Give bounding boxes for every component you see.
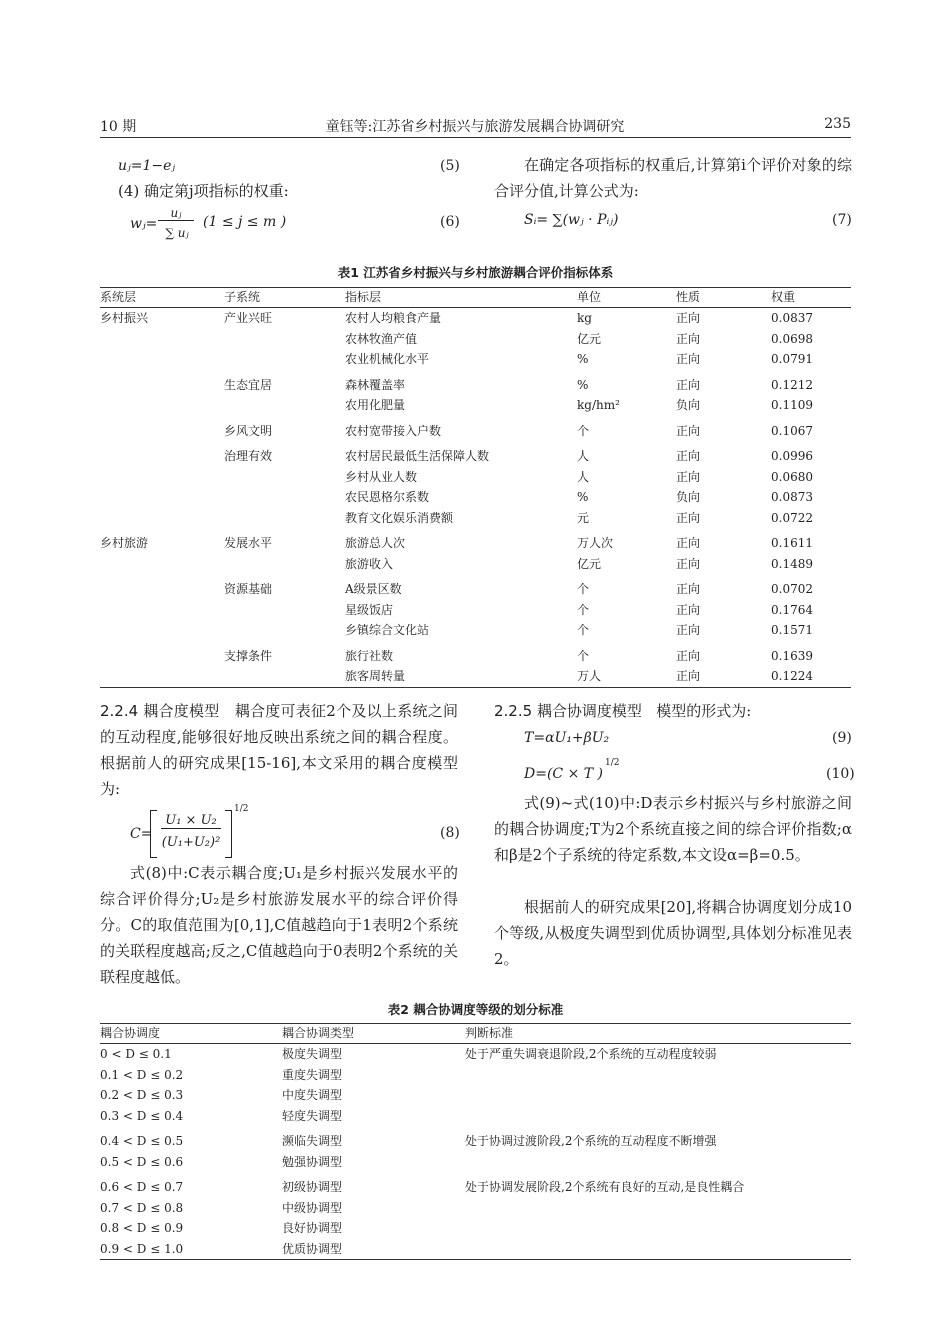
table-row (100, 1198, 851, 1219)
equation-5: uⱼ=1−eⱼ (118, 158, 176, 174)
table-cell: 亿元 (577, 556, 602, 571)
equation-8-lhs: C= (130, 826, 153, 842)
table-cell: 支撑条件 (224, 648, 273, 663)
table-cell: 元 (577, 510, 590, 525)
table-row (100, 641, 851, 667)
table-cell: 正向 (676, 377, 701, 392)
table-cell: 乡村从业人数 (345, 469, 418, 484)
table-cell: 万人 (577, 669, 602, 683)
equation-8-number: (8) (440, 825, 460, 841)
table-row (100, 1218, 851, 1239)
section-2-2-4-heading: 2.2.4 耦合度模型 (100, 702, 220, 720)
equation-6-number: (6) (440, 214, 460, 230)
table-cell (100, 574, 224, 600)
table-cell: 0.0873 (771, 490, 813, 504)
table-cell: 濒临失调型 (282, 1134, 343, 1148)
table-2-body (100, 1044, 851, 1260)
table-row (100, 395, 851, 416)
table-cell: 0.1639 (771, 648, 813, 663)
table-cell: 0.6 < D ≤ 0.7 (100, 1180, 184, 1194)
table-cell: 农业机械化水平 (345, 352, 430, 366)
table-2-header-row (100, 1024, 851, 1044)
table-cell: 正向 (676, 352, 701, 366)
table-1-body (100, 308, 851, 688)
equation-10: D=(C × T ) (524, 766, 604, 782)
table-cell: 0.9 < D ≤ 1.0 (100, 1241, 184, 1256)
table-row (100, 416, 851, 442)
table-cell: % (577, 377, 589, 392)
section-2-2-4-text: 耦合度可表征2个及以上系统之间的互动程度,能够很好地反映出系统之间的耦合程度。根据前人的研究成果[15-16],本文采用的耦合度模型为: (100, 702, 459, 798)
table-cell: 个 (577, 623, 590, 637)
table-cell (224, 467, 345, 488)
table-cell (465, 1106, 851, 1127)
table-row (100, 1239, 851, 1260)
equation-8-numerator: U₁ × U₂ (161, 813, 221, 829)
table-cell (224, 329, 345, 350)
table-cell: 0.0996 (771, 449, 813, 463)
table-cell: 教育文化娱乐消费额 (345, 510, 454, 525)
table-cell: 个 (577, 423, 590, 438)
table-cell: 正向 (676, 510, 701, 525)
grade-standard-table (100, 1023, 851, 1260)
table-row (100, 1085, 851, 1106)
table-cell: 0.1 < D ≤ 0.2 (100, 1067, 184, 1082)
table-row (100, 1126, 851, 1152)
equation-8-denominator: (U₁+U₂)² (161, 835, 221, 850)
table-cell (224, 395, 345, 416)
table-row (100, 467, 851, 488)
table-cell: 处于协调过渡阶段,2个系统的互动程度不断增强 (465, 1134, 717, 1148)
table-cell: 0.0702 (771, 582, 813, 596)
table-cell (100, 487, 224, 508)
table-cell: 0.0698 (771, 331, 813, 346)
running-title: 童钰等:江苏省乡村振兴与旅游发展耦合协调研究 (325, 119, 625, 135)
table-cell: 0.1571 (771, 623, 813, 637)
table-2-caption: 表2 耦合协调度等级的划分标准 (387, 1002, 564, 1017)
table-cell (465, 1152, 851, 1173)
column-header: 指标层 (345, 288, 577, 308)
table-row (100, 620, 851, 641)
equation-6-numerator: uⱼ (158, 206, 194, 221)
table-cell: 森林覆盖率 (345, 377, 406, 392)
table-cell: 负向 (676, 490, 701, 504)
table-cell (224, 487, 345, 508)
table-cell: 旅游总人次 (345, 536, 406, 550)
table-cell: 正向 (676, 556, 701, 571)
table-cell: 轻度失调型 (282, 1108, 343, 1123)
table-row (100, 600, 851, 621)
equation-9: T=αU₁+βU₂ (524, 730, 610, 746)
table-cell (224, 666, 345, 687)
table-cell (100, 641, 224, 667)
table-cell (465, 1085, 851, 1106)
table-cell: 勉强协调型 (282, 1154, 343, 1169)
table-cell: 生态宜居 (224, 377, 273, 392)
equation-6-condition: (1 ≤ j ≤ m ) (203, 214, 287, 230)
table-row (100, 508, 851, 529)
column-header: 判断标准 (465, 1024, 851, 1044)
table-cell (100, 349, 224, 370)
table-cell (100, 620, 224, 641)
table-row (100, 528, 851, 554)
table-row (100, 487, 851, 508)
equation-6-lhs: wⱼ= (130, 216, 158, 232)
equation-10-number: (10) (826, 766, 855, 782)
column-header: 性质 (676, 288, 771, 308)
equation-5-number: (5) (440, 158, 460, 174)
table-cell: 0.0837 (771, 311, 813, 325)
equation-10-exponent: 1/2 (605, 758, 620, 768)
table-cell: 0.2 < D ≤ 0.3 (100, 1088, 184, 1102)
table-cell: 正向 (676, 582, 701, 596)
table-cell: 乡村旅游 (100, 536, 149, 550)
table-cell: 农村宽带接入户数 (345, 423, 442, 438)
table-cell: 0.5 < D ≤ 0.6 (100, 1154, 184, 1169)
table-row (100, 666, 851, 687)
table-row (100, 1106, 851, 1127)
table-cell: 处于严重失调衰退阶段,2个系统的互动程度较弱 (465, 1047, 717, 1061)
column-header: 单位 (577, 288, 676, 308)
table-cell: 亿元 (577, 331, 602, 346)
table-cell: 万人次 (577, 536, 614, 550)
table-cell: 农用化肥量 (345, 398, 406, 412)
table-cell: 人 (577, 469, 590, 484)
table-row (100, 308, 851, 329)
table-cell (465, 1218, 851, 1239)
table-cell: % (577, 490, 589, 504)
table-cell: 处于协调发展阶段,2个系统有良好的互动,是良性耦合 (465, 1180, 745, 1194)
table-cell: 0.1109 (771, 398, 813, 412)
table-cell (100, 416, 224, 442)
header-rule (100, 137, 851, 138)
table-cell: 重度失调型 (282, 1067, 343, 1082)
table-cell: 优质协调型 (282, 1241, 343, 1256)
table-cell: 农林牧渔产值 (345, 331, 418, 346)
table-cell (100, 467, 224, 488)
section-2-2-5-intro (494, 698, 852, 724)
table-cell: 0.1489 (771, 556, 813, 571)
table-row (100, 1044, 851, 1065)
table-cell: 正向 (676, 623, 701, 637)
equation-7: Sᵢ= ∑(wⱼ · Pᵢⱼ) (524, 212, 619, 228)
section-2-2-4-explanation: 式(8)中:C表示耦合度;U₁是乡村振兴发展水平的综合评价得分;U₂是乡村旅游发展水平的综合评价得分。C的取值范围为[0,1],C值越趋向于1表明2个系统的关联程度越高;反之,C值越趋向于0表明2个系统的关联程度越低。 (100, 864, 458, 986)
section-2-2-5-heading: 2.2.5 耦合协调度模型 (494, 702, 642, 720)
table-cell: 星级饭店 (345, 602, 394, 617)
table-cell: 0.1212 (771, 377, 813, 392)
table-1-caption: 表1 江苏省乡村振兴与乡村旅游耦合评价指标体系 (337, 265, 614, 280)
table-cell: 正向 (676, 423, 701, 438)
page-number: 235 (824, 116, 851, 132)
table-cell: kg/hm² (577, 398, 620, 412)
section-2-2-5-grading: 根据前人的研究成果[20],将耦合协调度划分成10个等级,从极度失调型到优质协调型,具体划分标准见表2。 (494, 898, 852, 968)
table-cell: 产业兴旺 (224, 311, 273, 325)
equation-8-bracket (150, 810, 232, 858)
table-cell: 旅游收入 (345, 556, 394, 571)
table-cell: 正向 (676, 331, 701, 346)
table-cell: 治理有效 (224, 449, 273, 463)
table-cell (224, 600, 345, 621)
table-cell (100, 508, 224, 529)
column-header: 耦合协调度 (100, 1024, 282, 1044)
table-row (100, 329, 851, 350)
indicator-table (100, 287, 851, 688)
table-cell: 旅客周转量 (345, 669, 406, 683)
table-cell (100, 441, 224, 467)
table-cell: 极度失调型 (282, 1047, 343, 1061)
table-cell (465, 1065, 851, 1086)
step-4-text: (4) 确定第j项指标的权重: (118, 182, 289, 200)
table-cell: 负向 (676, 398, 701, 412)
table-row (100, 370, 851, 396)
table-row (100, 1172, 851, 1198)
table-row (100, 574, 851, 600)
table-cell: 农村人均粮食产量 (345, 311, 442, 325)
table-cell: 良好协调型 (282, 1221, 343, 1235)
table-cell: 初级协调型 (282, 1180, 343, 1194)
column-header: 系统层 (100, 288, 224, 308)
table-cell: 乡风文明 (224, 423, 273, 438)
column-header: 子系统 (224, 288, 345, 308)
table-row (100, 349, 851, 370)
table-cell: 正向 (676, 469, 701, 484)
column-header: 耦合协调类型 (282, 1024, 465, 1044)
section-2-2-4-intro (100, 698, 458, 802)
table-cell: 0.4 < D ≤ 0.5 (100, 1134, 184, 1148)
table-cell: kg (577, 311, 592, 325)
table-cell: 乡村振兴 (100, 311, 149, 325)
section-2-2-5-explanation: 式(9)~式(10)中:D表示乡村振兴与乡村旅游之间的耦合协调度;T为2个系统直接之间的综合评价指数;α和β是2个子系统的待定系数,本文设α=β=0.5。 (494, 794, 852, 864)
table-cell: A级景区数 (345, 582, 402, 596)
table-cell: 中级协调型 (282, 1200, 343, 1215)
section-2-2-5-text: 模型的形式为: (656, 702, 752, 720)
table-cell: 发展水平 (224, 536, 273, 550)
table-cell: 0.3 < D ≤ 0.4 (100, 1108, 184, 1123)
table-cell: 0.1224 (771, 669, 813, 683)
table-cell: 正向 (676, 669, 701, 683)
table-cell: 0.1611 (771, 536, 813, 550)
table-cell (100, 329, 224, 350)
table-cell (465, 1239, 851, 1260)
table-cell: 中度失调型 (282, 1088, 343, 1102)
table-cell: 0.7 < D ≤ 0.8 (100, 1200, 184, 1215)
equation-6-denominator: ∑ uⱼ (165, 226, 189, 240)
table-cell: 个 (577, 602, 590, 617)
table-cell: % (577, 352, 589, 366)
equation-9-number: (9) (832, 730, 852, 746)
table-cell (224, 508, 345, 529)
table-cell: 正向 (676, 648, 701, 663)
issue-number: 10 期 (100, 119, 137, 135)
table-1-header-row (100, 288, 851, 308)
table-cell: 0 < D ≤ 0.1 (100, 1047, 172, 1061)
table-cell: 0.0680 (771, 469, 813, 484)
weight-score-paragraph: 在确定各项指标的权重后,计算第i个评价对象的综合评分值,计算公式为: (494, 156, 852, 200)
table-row (100, 554, 851, 575)
table-cell: 个 (577, 648, 590, 663)
table-row (100, 1065, 851, 1086)
table-cell: 正向 (676, 536, 701, 550)
table-cell (224, 554, 345, 575)
table-cell (100, 666, 224, 687)
table-cell: 个 (577, 582, 590, 596)
table-cell: 0.0791 (771, 352, 813, 366)
table-cell: 农民恩格尔系数 (345, 490, 430, 504)
table-cell: 0.8 < D ≤ 0.9 (100, 1221, 184, 1235)
table-cell (100, 600, 224, 621)
table-cell: 资源基础 (224, 582, 273, 596)
table-cell: 乡镇综合文化站 (345, 623, 430, 637)
table-cell (100, 370, 224, 396)
table-row (100, 441, 851, 467)
column-header: 权重 (771, 288, 851, 308)
table-cell (100, 395, 224, 416)
table-cell: 正向 (676, 311, 701, 325)
equation-8-exponent: 1/2 (234, 804, 249, 814)
table-cell: 人 (577, 449, 590, 463)
table-cell: 0.0722 (771, 510, 813, 525)
table-cell: 0.1764 (771, 602, 813, 617)
table-cell: 0.1067 (771, 423, 813, 438)
table-cell (224, 349, 345, 370)
table-cell: 正向 (676, 449, 701, 463)
table-cell: 旅行社数 (345, 648, 394, 663)
table-cell: 农村居民最低生活保障人数 (345, 449, 490, 463)
table-cell (224, 620, 345, 641)
table-cell: 正向 (676, 602, 701, 617)
table-cell (100, 554, 224, 575)
equation-7-number: (7) (832, 212, 852, 228)
table-row (100, 1152, 851, 1173)
table-cell (465, 1198, 851, 1219)
